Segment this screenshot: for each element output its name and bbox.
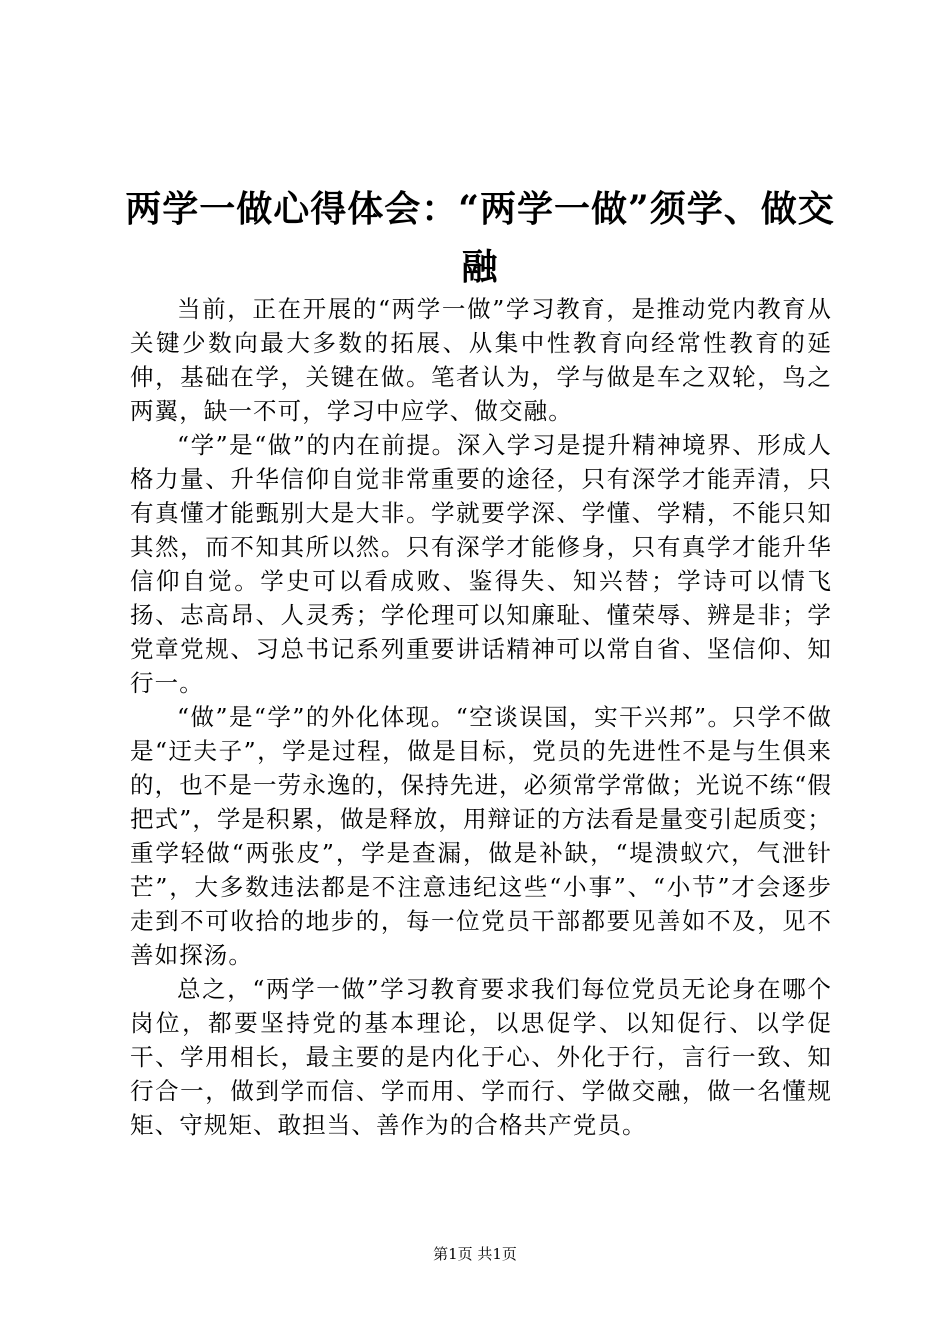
- document-body: [130, 292, 832, 1142]
- document-title: 两学一做心得体会：“两学一做”须学、做交融: [125, 188, 835, 288]
- paragraph-1: 当前，正在开展的“两学一做”学习教育，是推动党内教育从关键少数向最大多数的拓展、从集中性教育向经常性教育的延伸，基础在学，关键在做。笔者认为，学与做是车之双轮，鸟之两翼，缺一不可，学习中应学、做交融。: [130, 295, 832, 425]
- paragraph-4: 总之，“两学一做”学习教育要求我们每位党员无论身在哪个岗位，都要坚持党的基本理论，以思促学、以知促行、以学促干、学用相长，最主要的是内化于心、外化于行，言行一致、知行合一，做到学而信、学而用、学而行、学做交融，做一名懂规矩、守规矩、敢担当、善作为的合格共产党员。: [130, 975, 832, 1139]
- paragraph-2: “学”是“做”的内在前提。深入学习是提升精神境界、形成人格力量、升华信仰自觉非常重要的途径，只有深学才能弄清，只有真懂才能甄别大是大非。学就要学深、学懂、学精，不能只知其然，而不知其所以然。只有深学才能修身，只有真学才能升华信仰自觉。学史可以看成败、鉴得失、知兴替；学诗可以情飞扬、志高昂、人灵秀；学伦理可以知廉耻、懂荣辱、辨是非；学党章党规、习总书记系列重要讲话精神可以常自省、坚信仰、知行一。: [130, 431, 832, 697]
- paragraph-3: “做”是“学”的外化体现。“空谈误国，实干兴邦”。只学不做是“迂夫子”，学是过程，做是目标，党员的先进性不是与生俱来的，也不是一劳永逸的，保持先进，必须常学常做；光说不练“假把式”，学是积累，做是释放，用辩证的方法看是量变引起质变；重学轻做“两张皮”，学是查漏，做是补缺，“堤溃蚁穴，气泄针芒”，大多数违法都是不注意违纪这些“小事”、“小节”才会逐步走到不可收拾的地步的，每一位党员干部都要见善如不及，见不善如探汤。: [130, 703, 832, 969]
- page-footer: 第1页 共1页: [433, 1245, 517, 1263]
